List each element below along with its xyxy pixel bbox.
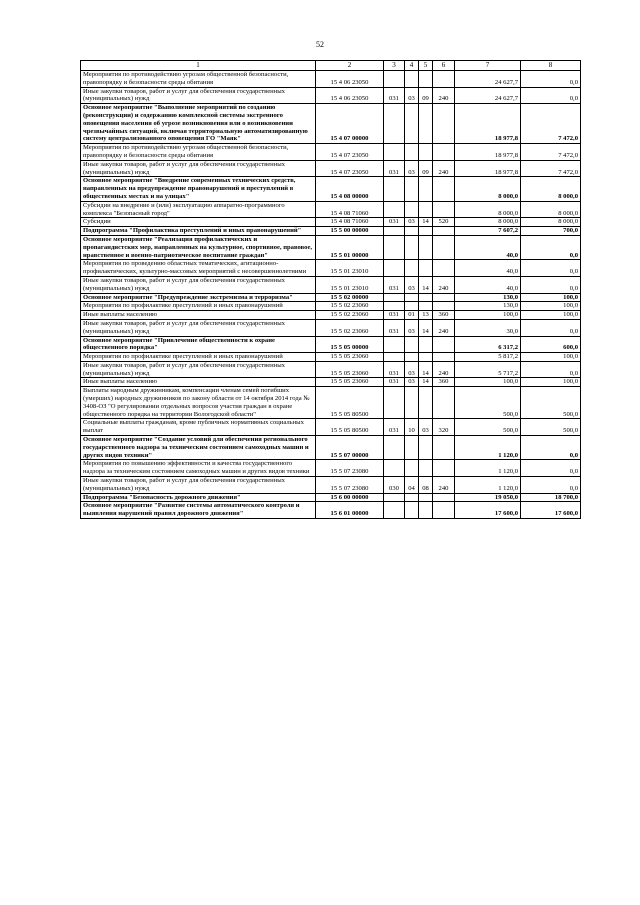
expense-type-code [433, 436, 455, 460]
row-name: Подпрограмма "Профилактика преступлений и иных правонарушений" [81, 227, 316, 236]
target-article-code: 15 5 07 00000 [316, 436, 384, 460]
table-row [81, 71, 581, 88]
expense-type-code: 240 [433, 361, 455, 378]
target-article-code: 15 6 00 00000 [316, 493, 384, 502]
table-row [81, 502, 581, 519]
row-name: Основное мероприятие "Развитие системы автоматического контроля и выявления нарушений правил дорожного движения" [81, 502, 316, 519]
expense-type-code: 240 [433, 160, 455, 177]
section-code [405, 71, 419, 88]
expense-type-code [433, 260, 455, 277]
amount-year-2: 0,0 [521, 460, 581, 477]
subsection-code: 13 [419, 311, 433, 320]
expense-type-code: 240 [433, 319, 455, 336]
amount-year-1: 18 977,8 [455, 144, 521, 161]
section-code: 10 [405, 419, 419, 436]
amount-year-1: 130,0 [455, 302, 521, 311]
row-name: Основное мероприятие "Выполнение мероприятий по созданию (реконструкции) и содержанию комплексной системы экстренного оповещения населения об угрозе возникновения или о возникновении чрезвычайных ситуаций, включая территориальную автоматизированную систему централизованного оповещения ГО "Маяк" [81, 104, 316, 144]
target-article-code: 15 5 05 00000 [316, 336, 384, 353]
section-code: 03 [405, 276, 419, 293]
section-code [405, 144, 419, 161]
subsection-code [419, 260, 433, 277]
amount-year-2: 8 000,0 [521, 177, 581, 201]
target-article-code: 15 4 08 71060 [316, 218, 384, 227]
section-code [405, 201, 419, 218]
amount-year-2: 100,0 [521, 293, 581, 302]
subsection-code: 14 [419, 361, 433, 378]
subsection-code [419, 235, 433, 259]
header-cell: 6 [433, 61, 455, 71]
department-code [384, 336, 405, 353]
amount-year-1: 40,0 [455, 276, 521, 293]
department-code: 031 [384, 319, 405, 336]
subsection-code [419, 71, 433, 88]
department-code [384, 293, 405, 302]
department-code [384, 502, 405, 519]
expense-type-code [433, 144, 455, 161]
target-article-code: 15 5 05 23060 [316, 361, 384, 378]
expense-type-code [433, 293, 455, 302]
table-row [81, 353, 581, 362]
subsection-code: 14 [419, 378, 433, 387]
amount-year-2: 500,0 [521, 387, 581, 419]
department-code: 030 [384, 477, 405, 494]
header-cell: 3 [384, 61, 405, 71]
table-row [81, 235, 581, 259]
subsection-code [419, 104, 433, 144]
amount-year-2: 0,0 [521, 436, 581, 460]
row-name: Иные выплаты населению [81, 378, 316, 387]
department-code [384, 460, 405, 477]
amount-year-2: 0,0 [521, 260, 581, 277]
row-name: Иные закупки товаров, работ и услуг для обеспечения государственных (муниципальных) нужд [81, 361, 316, 378]
section-code [405, 260, 419, 277]
section-code: 03 [405, 218, 419, 227]
section-code: 03 [405, 378, 419, 387]
target-article-code: 15 4 06 23050 [316, 87, 384, 104]
target-article-code: 15 5 05 23060 [316, 353, 384, 362]
amount-year-1: 18 977,8 [455, 160, 521, 177]
expense-type-code: 240 [433, 87, 455, 104]
budget-table [80, 60, 581, 519]
department-code: 031 [384, 160, 405, 177]
target-article-code: 15 5 02 23060 [316, 311, 384, 320]
row-name: Подпрограмма "Безопасность дорожного движения" [81, 493, 316, 502]
subsection-code [419, 144, 433, 161]
amount-year-2: 100,0 [521, 302, 581, 311]
expense-type-code: 520 [433, 218, 455, 227]
expense-type-code [433, 104, 455, 144]
amount-year-2: 18 700,0 [521, 493, 581, 502]
table-row [81, 144, 581, 161]
row-name: Иные закупки товаров, работ и услуг для обеспечения государственных (муниципальных) нужд [81, 276, 316, 293]
target-article-code: 15 5 05 80500 [316, 387, 384, 419]
amount-year-1: 100,0 [455, 378, 521, 387]
subsection-code: 03 [419, 419, 433, 436]
department-code [384, 144, 405, 161]
header-cell: 8 [521, 61, 581, 71]
subsection-code [419, 336, 433, 353]
amount-year-2: 100,0 [521, 311, 581, 320]
department-code [384, 71, 405, 88]
target-article-code: 15 5 02 00000 [316, 293, 384, 302]
row-name: Основное мероприятие "Предупреждение экстремизма и терроризма" [81, 293, 316, 302]
amount-year-1: 6 317,2 [455, 336, 521, 353]
section-code [405, 104, 419, 144]
amount-year-1: 17 600,0 [455, 502, 521, 519]
table-row [81, 87, 581, 104]
amount-year-2: 0,0 [521, 235, 581, 259]
table-row [81, 460, 581, 477]
row-name: Субсидии [81, 218, 316, 227]
header-cell: 4 [405, 61, 419, 71]
section-code: 01 [405, 311, 419, 320]
row-name: Иные выплаты населению [81, 311, 316, 320]
row-name: Иные закупки товаров, работ и услуг для обеспечения государственных (муниципальных) нужд [81, 319, 316, 336]
target-article-code: 15 5 02 23060 [316, 319, 384, 336]
department-code [384, 235, 405, 259]
row-name: Выплаты народным дружинникам, компенсации членам семей погибших (умерших) народных дружинников по закону области от 14 октября 2014 года № 3408-ОЗ "О регулировании отдельных вопросов участия граждан в охране общественного порядка на территории Вологодской области" [81, 387, 316, 419]
target-article-code: 15 5 01 00000 [316, 235, 384, 259]
department-code: 031 [384, 378, 405, 387]
amount-year-1: 500,0 [455, 419, 521, 436]
section-code [405, 460, 419, 477]
amount-year-2: 7 472,0 [521, 160, 581, 177]
table-row [81, 319, 581, 336]
subsection-code: 14 [419, 276, 433, 293]
amount-year-1: 8 000,0 [455, 218, 521, 227]
expense-type-code [433, 493, 455, 502]
table-row [81, 201, 581, 218]
target-article-code: 15 5 05 23060 [316, 378, 384, 387]
amount-year-1: 1 120,0 [455, 460, 521, 477]
amount-year-1: 1 120,0 [455, 436, 521, 460]
row-name: Мероприятия по профилактике преступлений и иных правонарушений [81, 353, 316, 362]
amount-year-1: 5 717,2 [455, 361, 521, 378]
department-code [384, 227, 405, 236]
table-row [81, 419, 581, 436]
table-row [81, 311, 581, 320]
table-row [81, 104, 581, 144]
amount-year-2: 7 472,0 [521, 104, 581, 144]
subsection-code: 14 [419, 218, 433, 227]
table-row [81, 336, 581, 353]
target-article-code: 15 4 08 71060 [316, 201, 384, 218]
subsection-code [419, 293, 433, 302]
amount-year-1: 8 000,0 [455, 201, 521, 218]
row-name: Основное мероприятие "Внедрение современных технических средств, направленных на предупреждение правонарушений и преступлений в общественных местах и на улицах" [81, 177, 316, 201]
amount-year-1: 24 627,7 [455, 71, 521, 88]
table-row [81, 177, 581, 201]
row-name: Мероприятия по проведению областных тематических, агитационно-профилактических, культурно-массовых мероприятий с несовершеннолетними [81, 260, 316, 277]
target-article-code: 15 5 05 80500 [316, 419, 384, 436]
target-article-code: 15 5 07 23080 [316, 477, 384, 494]
expense-type-code: 240 [433, 276, 455, 293]
department-code [384, 387, 405, 419]
subsection-code: 09 [419, 87, 433, 104]
target-article-code: 15 5 00 00000 [316, 227, 384, 236]
amount-year-2: 8 000,0 [521, 201, 581, 218]
amount-year-1: 130,0 [455, 293, 521, 302]
row-name: Основное мероприятие "Реализация профилактических и пропагандистских мер, направленных на культурное, спортивное, правовое, нравственное и военно-патриотическое воспитание граждан" [81, 235, 316, 259]
target-article-code: 15 4 07 23050 [316, 160, 384, 177]
amount-year-1: 7 607,2 [455, 227, 521, 236]
amount-year-2: 0,0 [521, 319, 581, 336]
subsection-code [419, 436, 433, 460]
department-code [384, 260, 405, 277]
row-name: Иные закупки товаров, работ и услуг для обеспечения государственных (муниципальных) нужд [81, 477, 316, 494]
amount-year-1: 40,0 [455, 260, 521, 277]
section-code: 03 [405, 87, 419, 104]
amount-year-2: 0,0 [521, 87, 581, 104]
target-article-code: 15 6 01 00000 [316, 502, 384, 519]
amount-year-1: 19 050,0 [455, 493, 521, 502]
department-code: 031 [384, 361, 405, 378]
subsection-code [419, 201, 433, 218]
amount-year-1: 24 627,7 [455, 87, 521, 104]
department-code: 031 [384, 276, 405, 293]
amount-year-1: 500,0 [455, 387, 521, 419]
amount-year-2: 0,0 [521, 477, 581, 494]
expense-type-code: 360 [433, 311, 455, 320]
row-name: Мероприятия по противодействию угрозам общественной безопасности, правопорядку и безопасности среды обитания [81, 71, 316, 88]
header-cell: 7 [455, 61, 521, 71]
amount-year-1: 8 000,0 [455, 177, 521, 201]
amount-year-1: 30,0 [455, 319, 521, 336]
subsection-code [419, 387, 433, 419]
section-code: 03 [405, 361, 419, 378]
department-code [384, 493, 405, 502]
section-code [405, 387, 419, 419]
target-article-code: 15 4 07 23050 [316, 144, 384, 161]
amount-year-2: 500,0 [521, 419, 581, 436]
expense-type-code [433, 336, 455, 353]
amount-year-1: 18 977,8 [455, 104, 521, 144]
section-code: 04 [405, 477, 419, 494]
amount-year-2: 0,0 [521, 276, 581, 293]
row-name: Субсидии на внедрение и (или) эксплуатацию аппаратно-программного комплекса "Безопасный город" [81, 201, 316, 218]
target-article-code: 15 5 02 23060 [316, 302, 384, 311]
expense-type-code: 240 [433, 477, 455, 494]
subsection-code [419, 353, 433, 362]
subsection-code [419, 177, 433, 201]
expense-type-code [433, 235, 455, 259]
table-row [81, 260, 581, 277]
section-code [405, 177, 419, 201]
expense-type-code: 320 [433, 419, 455, 436]
row-name: Иные закупки товаров, работ и услуг для обеспечения государственных (муниципальных) нужд [81, 160, 316, 177]
expense-type-code [433, 302, 455, 311]
amount-year-2: 0,0 [521, 361, 581, 378]
department-code [384, 436, 405, 460]
amount-year-1: 1 120,0 [455, 477, 521, 494]
table-row [81, 436, 581, 460]
expense-type-code: 360 [433, 378, 455, 387]
target-article-code: 15 5 01 23010 [316, 260, 384, 277]
amount-year-2: 8 000,0 [521, 218, 581, 227]
expense-type-code [433, 502, 455, 519]
row-name: Основное мероприятие "Привлечение общественности к охране общественного порядка" [81, 336, 316, 353]
table-row [81, 387, 581, 419]
expense-type-code [433, 387, 455, 419]
department-code [384, 201, 405, 218]
subsection-code [419, 460, 433, 477]
section-code [405, 436, 419, 460]
table-row [81, 361, 581, 378]
expense-type-code [433, 71, 455, 88]
target-article-code: 15 5 07 23080 [316, 460, 384, 477]
table-row [81, 160, 581, 177]
section-code: 03 [405, 319, 419, 336]
department-code: 031 [384, 218, 405, 227]
table-row [81, 276, 581, 293]
department-code: 031 [384, 87, 405, 104]
table-row [81, 302, 581, 311]
amount-year-2: 600,0 [521, 336, 581, 353]
row-name: Иные закупки товаров, работ и услуг для обеспечения государственных (муниципальных) нужд [81, 87, 316, 104]
target-article-code: 15 4 06 23050 [316, 71, 384, 88]
department-code: 031 [384, 311, 405, 320]
section-code [405, 502, 419, 519]
amount-year-2: 100,0 [521, 378, 581, 387]
section-code [405, 235, 419, 259]
amount-year-1: 100,0 [455, 311, 521, 320]
row-name: Мероприятия по повышению эффективности и качества государственного надзора за техническим состоянием самоходных машин и других видов техники [81, 460, 316, 477]
expense-type-code [433, 227, 455, 236]
section-code [405, 293, 419, 302]
row-name: Социальные выплаты гражданам, кроме публичных нормативных социальных выплат [81, 419, 316, 436]
amount-year-2: 7 472,0 [521, 144, 581, 161]
department-code: 031 [384, 419, 405, 436]
subsection-code: 08 [419, 477, 433, 494]
table-row [81, 493, 581, 502]
subsection-code [419, 493, 433, 502]
table-row [81, 218, 581, 227]
row-name: Мероприятия по противодействию угрозам общественной безопасности, правопорядку и безопасности среды обитания [81, 144, 316, 161]
section-code: 03 [405, 160, 419, 177]
amount-year-1: 40,0 [455, 235, 521, 259]
department-code [384, 302, 405, 311]
target-article-code: 15 5 01 23010 [316, 276, 384, 293]
page-number: 52 [316, 40, 324, 49]
section-code [405, 493, 419, 502]
row-name: Мероприятия по профилактике преступлений и иных правонарушений [81, 302, 316, 311]
section-code [405, 227, 419, 236]
subsection-code: 14 [419, 319, 433, 336]
expense-type-code [433, 201, 455, 218]
table-row [81, 227, 581, 236]
header-row [81, 61, 581, 71]
amount-year-2: 100,0 [521, 353, 581, 362]
subsection-code [419, 502, 433, 519]
table-row [81, 378, 581, 387]
amount-year-2: 0,0 [521, 71, 581, 88]
amount-year-2: 700,0 [521, 227, 581, 236]
amount-year-2: 17 600,0 [521, 502, 581, 519]
header-cell: 5 [419, 61, 433, 71]
department-code [384, 353, 405, 362]
amount-year-1: 5 817,2 [455, 353, 521, 362]
subsection-code [419, 302, 433, 311]
expense-type-code [433, 177, 455, 201]
target-article-code: 15 4 07 00000 [316, 104, 384, 144]
table-row [81, 477, 581, 494]
section-code [405, 336, 419, 353]
target-article-code: 15 4 08 00000 [316, 177, 384, 201]
expense-type-code [433, 460, 455, 477]
header-cell: 2 [316, 61, 384, 71]
department-code [384, 104, 405, 144]
header-cell: 1 [81, 61, 316, 71]
department-code [384, 177, 405, 201]
expense-type-code [433, 353, 455, 362]
subsection-code: 09 [419, 160, 433, 177]
section-code [405, 302, 419, 311]
section-code [405, 353, 419, 362]
row-name: Основное мероприятие "Создание условий для обеспечения регионального государственного надзора за техническим состоянием самоходных машин и других видов техники" [81, 436, 316, 460]
table-row [81, 293, 581, 302]
subsection-code [419, 227, 433, 236]
